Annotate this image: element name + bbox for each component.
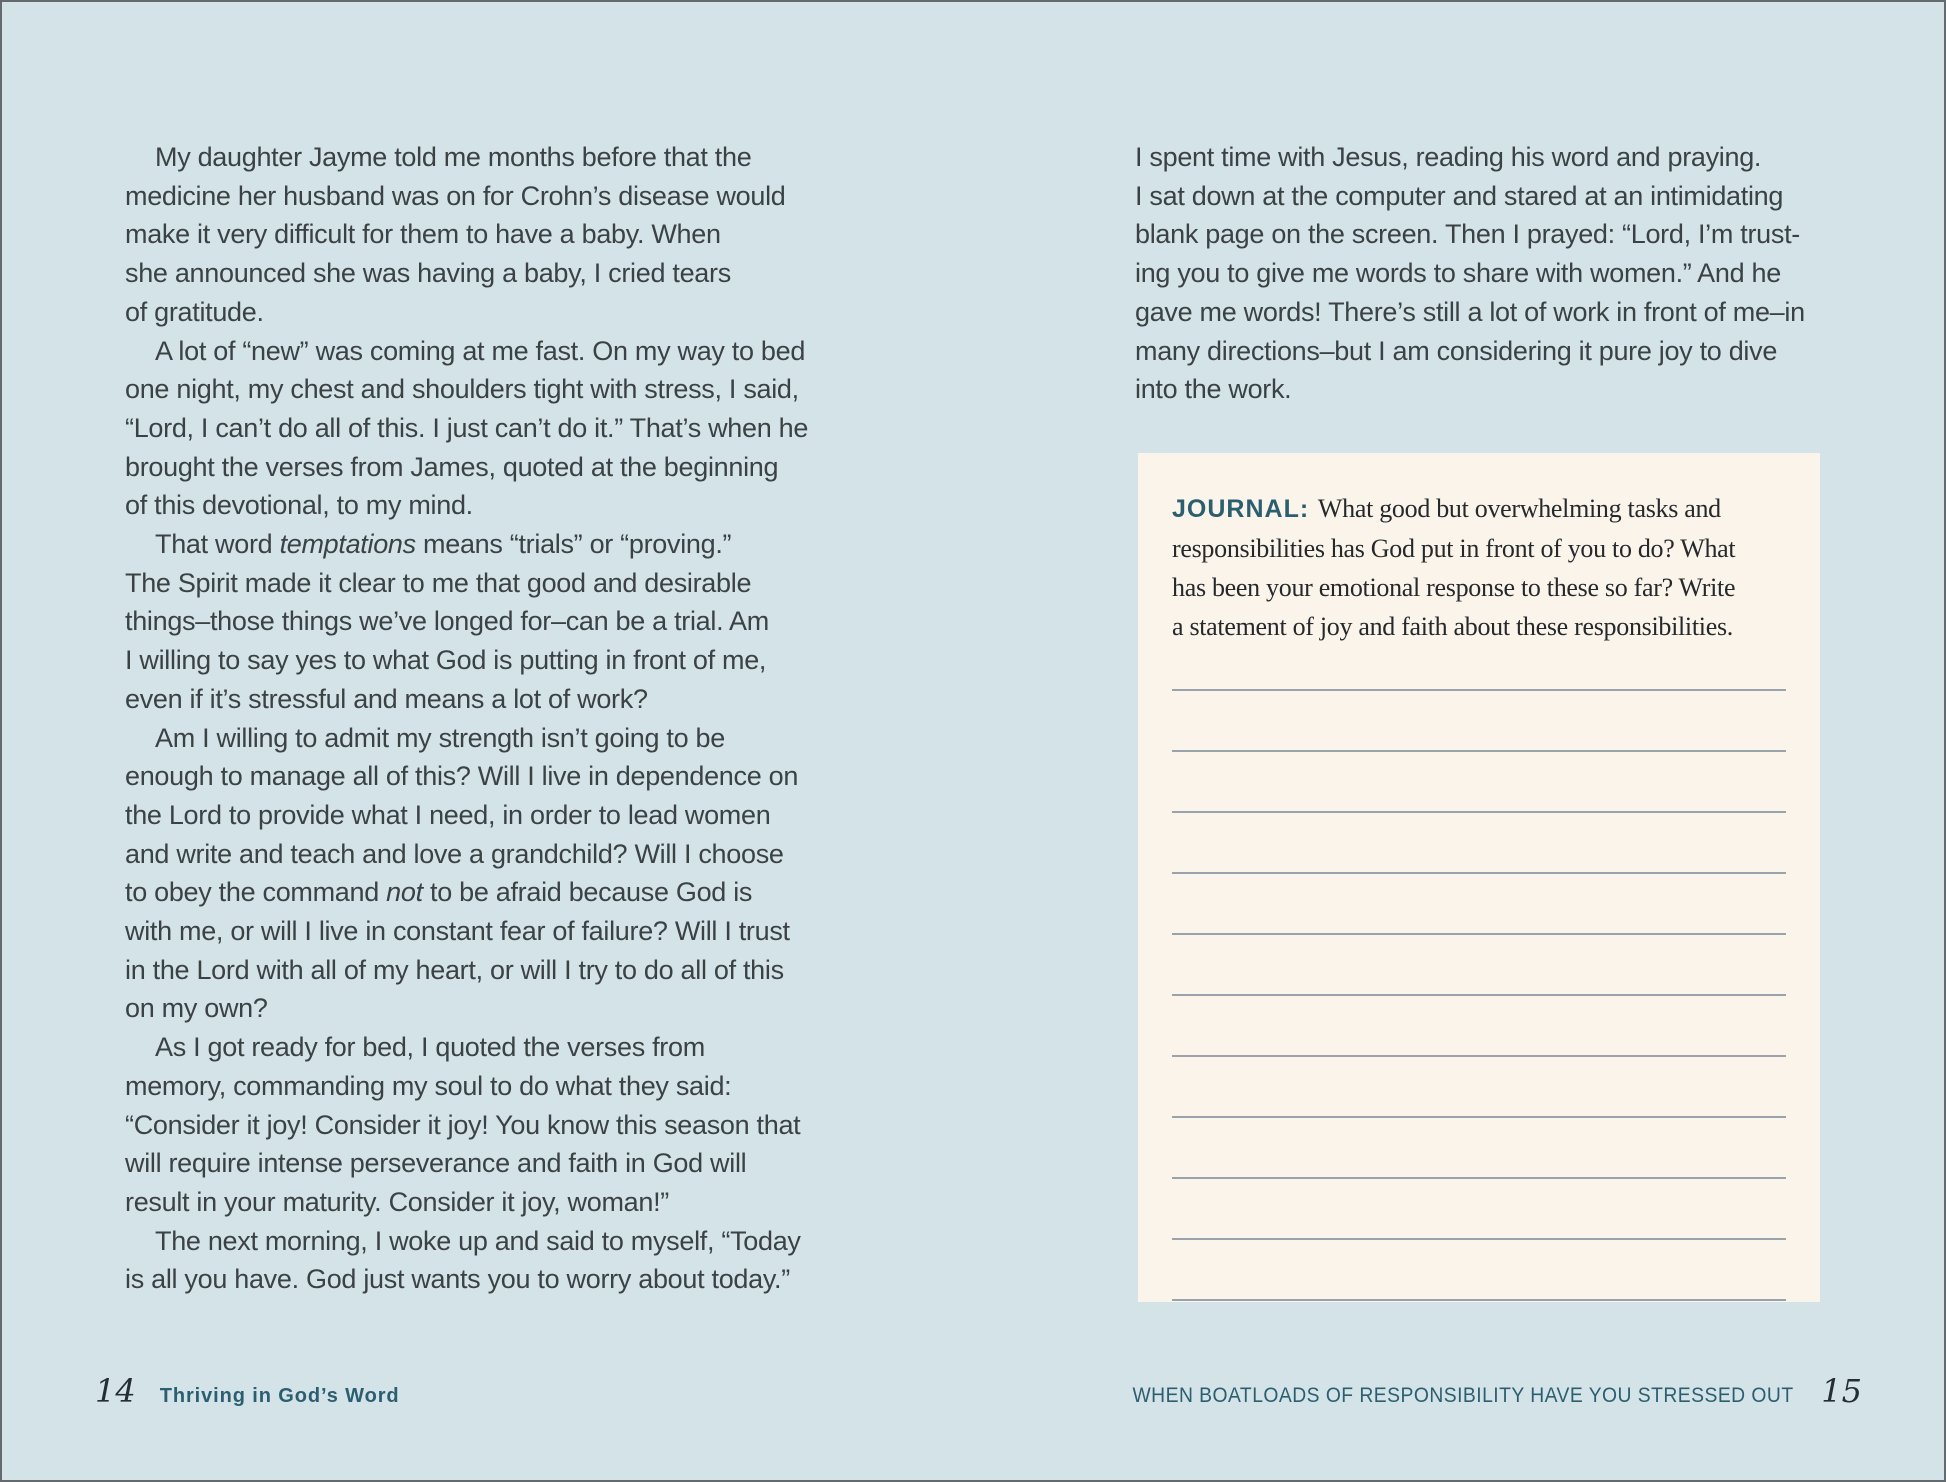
right-page-footer bbox=[1075, 1372, 1862, 1410]
paragraph bbox=[125, 719, 808, 1029]
ruled-line bbox=[1172, 1057, 1786, 1118]
ruled-line bbox=[1172, 1179, 1786, 1240]
text-line: result in your maturity. Consider it joy, woman!” bbox=[125, 1186, 669, 1217]
text-line: A lot of “new” was coming at me fast. On my way to bed bbox=[155, 335, 806, 366]
text-line: ing you to give me words to share with women.” And he bbox=[1135, 258, 1781, 289]
text-line: she announced she was having a baby, I cried tears bbox=[125, 258, 731, 289]
text-line: things–those things we’ve longed for–can be a trial. Am bbox=[125, 606, 769, 637]
text-line: make it very difficult for them to have a baby. When bbox=[125, 219, 721, 250]
paragraph bbox=[125, 1222, 808, 1299]
paragraph bbox=[125, 1028, 808, 1222]
text-line: As I got ready for bed, I quoted the verses from bbox=[155, 1032, 705, 1063]
text-line: into the work. bbox=[1135, 374, 1292, 405]
text-line: I sat down at the computer and stared at an intimidating bbox=[1135, 180, 1784, 211]
left-page-number: 14 bbox=[95, 1372, 136, 1410]
text-line: of gratitude. bbox=[125, 296, 264, 327]
text-line: blank page on the screen. Then I prayed: “Lord, I’m trust- bbox=[1135, 219, 1800, 250]
left-page-footer bbox=[95, 1372, 400, 1410]
text-line: memory, commanding my soul to do what they said: bbox=[125, 1070, 732, 1101]
ruled-line bbox=[1172, 691, 1786, 752]
text-line: My daughter Jayme told me months before that the bbox=[155, 142, 752, 172]
text-line: many directions–but I am considering it pure joy to dive bbox=[1135, 335, 1778, 366]
ruled-line bbox=[1172, 935, 1786, 996]
right-page-body-text bbox=[1135, 138, 1805, 409]
text-line: one night, my chest and shoulders tight with stress, I said, bbox=[125, 374, 799, 405]
ruled-line bbox=[1172, 813, 1786, 874]
text-line: is all you have. God just wants you to worry about today.” bbox=[125, 1264, 790, 1295]
text-line: medicine her husband was on for Crohn’s disease would bbox=[125, 180, 786, 211]
ruled-line bbox=[1172, 996, 1786, 1057]
journal-prompt bbox=[1172, 489, 1786, 646]
text-line: enough to manage all of this? Will I live in dependence on bbox=[125, 761, 799, 792]
text-line: “Lord, I can’t do all of this. I just can’t do it.” That’s when he bbox=[125, 412, 809, 443]
journal-box bbox=[1138, 453, 1820, 1302]
paragraph bbox=[1135, 138, 1805, 409]
journal-writing-lines bbox=[1172, 630, 1786, 1301]
paragraph bbox=[125, 138, 808, 332]
text-line: of this devotional, to my mind. bbox=[125, 490, 473, 521]
text-line: I spent time with Jesus, reading his word and praying. bbox=[1135, 142, 1762, 172]
ruled-line bbox=[1172, 874, 1786, 935]
paragraph bbox=[125, 525, 808, 719]
paragraph bbox=[125, 332, 808, 526]
text-line: brought the verses from James, quoted at the beginning bbox=[125, 451, 779, 482]
text-line: I willing to say yes to what God is putting in front of me, bbox=[125, 645, 767, 676]
text-line: “Consider it joy! Consider it joy! You know this season that bbox=[125, 1109, 801, 1140]
text-line: the Lord to provide what I need, in order to lead women bbox=[125, 799, 771, 830]
text-line: The next morning, I woke up and said to myself, “Today bbox=[155, 1225, 801, 1256]
journal-label: JOURNAL: bbox=[1172, 495, 1310, 523]
text-line: in the Lord with all of my heart, or will I try to do all of this bbox=[125, 954, 784, 985]
right-page-number: 15 bbox=[1821, 1372, 1862, 1410]
text-line: to obey the command not to be afraid because God is bbox=[125, 877, 753, 908]
text-line: and write and teach and love a grandchild? Will I choose bbox=[125, 838, 784, 869]
text-line: even if it’s stressful and means a lot of work? bbox=[125, 683, 648, 714]
left-page-body-text bbox=[125, 138, 808, 1299]
text-line: That word temptations means “trials” or “proving.” bbox=[155, 529, 732, 560]
ruled-line bbox=[1172, 752, 1786, 813]
text-line: Am I willing to admit my strength isn’t going to be bbox=[155, 722, 725, 753]
text-line: will require intense perseverance and faith in God will bbox=[125, 1148, 747, 1179]
text-line: gave me words! There’s still a lot of work in front of me–in bbox=[1135, 296, 1805, 327]
book-title: Thriving in God’s Word bbox=[159, 1385, 400, 1407]
text-line: on my own? bbox=[125, 993, 268, 1024]
journal-prompt-text: What good but overwhelming tasks and responsibilities has God put in front of you to do? What has been your emotional response to these so far? Write a statement of joy and faith about these responsibilities. bbox=[1172, 494, 1736, 641]
ruled-line bbox=[1172, 1118, 1786, 1179]
text-line: The Spirit made it clear to me that good and desirable bbox=[125, 567, 752, 598]
text-line: with me, or will I live in constant fear of failure? Will I trust bbox=[125, 916, 790, 947]
ruled-line bbox=[1172, 1240, 1786, 1301]
chapter-title: WHEN BOATLOADS OF RESPONSIBILITY HAVE YOU STRESSED OUT bbox=[1132, 1384, 1794, 1407]
